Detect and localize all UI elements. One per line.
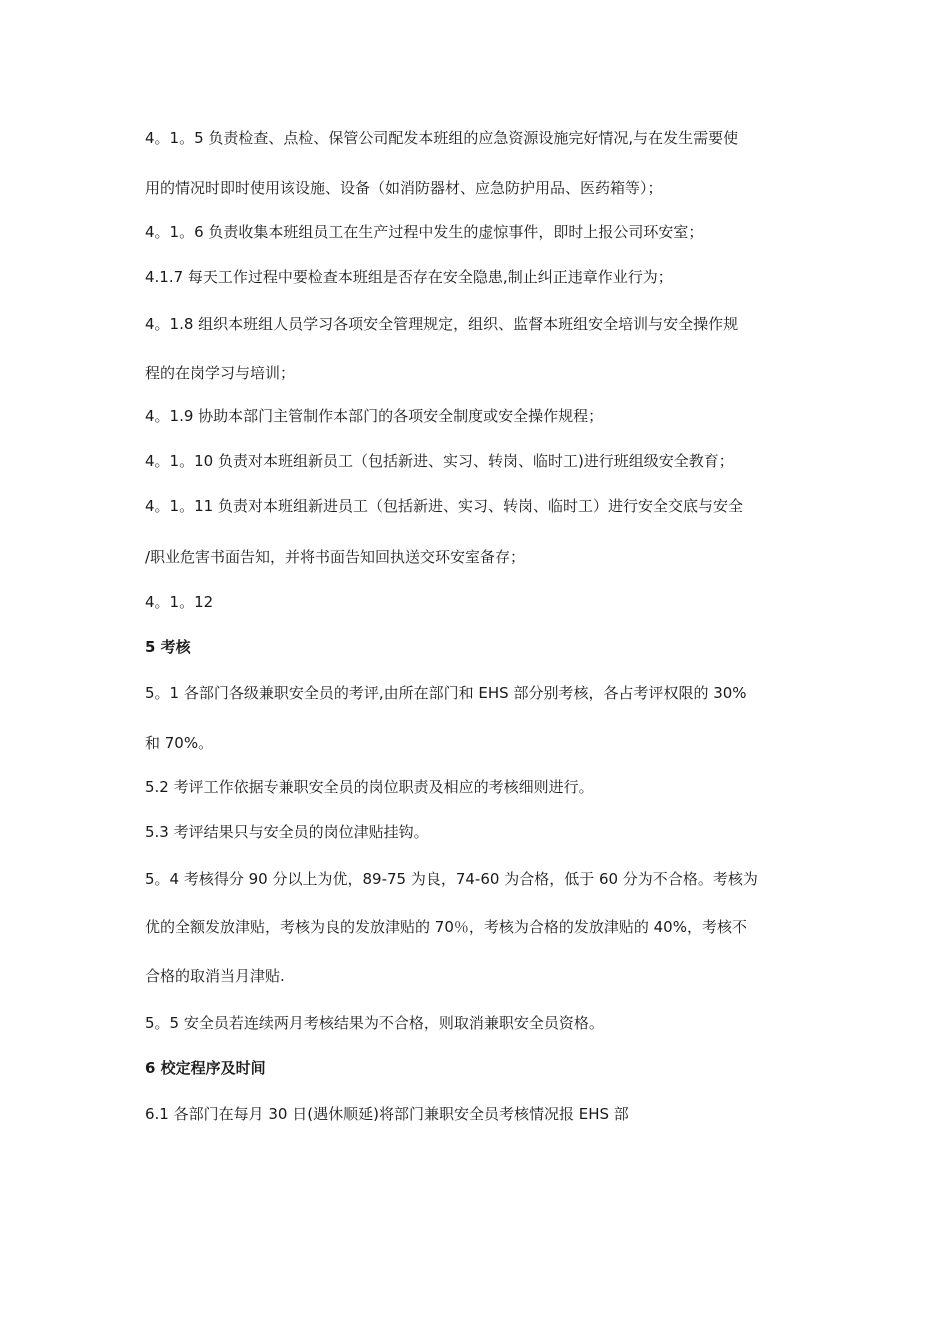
text-line-4-1-6: 4。1。6 负责收集本班组员工在生产过程中发生的虚惊事件，即时上报公司环安室； bbox=[145, 223, 704, 241]
text-line-4-1-8: 4。1.8 组织本班组人员学习各项安全管理规定，组织、监督本班组安全培训与安全操作规 bbox=[145, 315, 739, 333]
text-line-4-1-10: 4。1。10 负责对本班组新员工（包括新进、实习、转岗、临时工)进行班组级安全教育； bbox=[145, 452, 734, 470]
text-line-5-4: 5。4 考核得分 90 分以上为优，89-75 为良，74-60 为合格，低于 60 分为不合格。考核为 bbox=[145, 870, 758, 888]
text-line-4-1-9: 4。1.9 协助本部门主管制作本部门的各项安全制度或安全操作规程； bbox=[145, 407, 604, 425]
text-line-4-1-5-cont: 用的情况时即时使用该设施、设备（如消防器材、应急防护用品、医药箱等）； bbox=[145, 179, 663, 197]
text-line-5-1-cont: 和 70%。 bbox=[145, 734, 214, 752]
text-line-4-1-11-cont: /职业危害书面告知，并将书面告知回执送交环安室备存； bbox=[145, 548, 526, 566]
text-line-5-3: 5.3 考评结果只与安全员的岗位津贴挂钩。 bbox=[145, 823, 429, 841]
text-line-4-1-8-cont: 程的在岗学习与培训； bbox=[145, 364, 296, 382]
text-line-4-1-5: 4。1。5 负责检查、点检、保管公司配发本班组的应急资源设施完好情况,与在发生需要使 bbox=[145, 129, 739, 147]
text-line-5-5: 5。5 安全员若连续两月考核结果为不合格，则取消兼职安全员资格。 bbox=[145, 1014, 604, 1032]
section-heading-6: 6 校定程序及时间 bbox=[145, 1059, 266, 1077]
text-line-5-4-cont-2: 合格的取消当月津贴. bbox=[145, 967, 285, 985]
text-line-4-1-11: 4。1。11 负责对本班组新进员工（包括新进、实习、转岗、临时工）进行安全交底与安全 bbox=[145, 497, 743, 515]
text-line-4-1-7: 4.1.7 每天工作过程中要检查本班组是否存在安全隐患,制止纠正违章作业行为； bbox=[145, 268, 673, 286]
text-line-5-4-cont: 优的全额发放津贴，考核为良的发放津贴的 70％，考核为合格的发放津贴的 40%，考核不 bbox=[145, 918, 747, 936]
text-line-6-1: 6.1 各部门在每月 30 日(遇休顺延)将部门兼职安全员考核情况报 EHS 部 bbox=[145, 1105, 629, 1123]
text-line-5-2: 5.2 考评工作依据专兼职安全员的岗位职责及相应的考核细则进行。 bbox=[145, 778, 594, 796]
text-line-5-1: 5。1 各部门各级兼职安全员的考评,由所在部门和 EHS 部分别考核，各占考评权限的 30% bbox=[145, 684, 747, 702]
text-line-4-1-12: 4。1。12 bbox=[145, 593, 214, 611]
section-heading-5: 5 考核 bbox=[145, 638, 191, 656]
